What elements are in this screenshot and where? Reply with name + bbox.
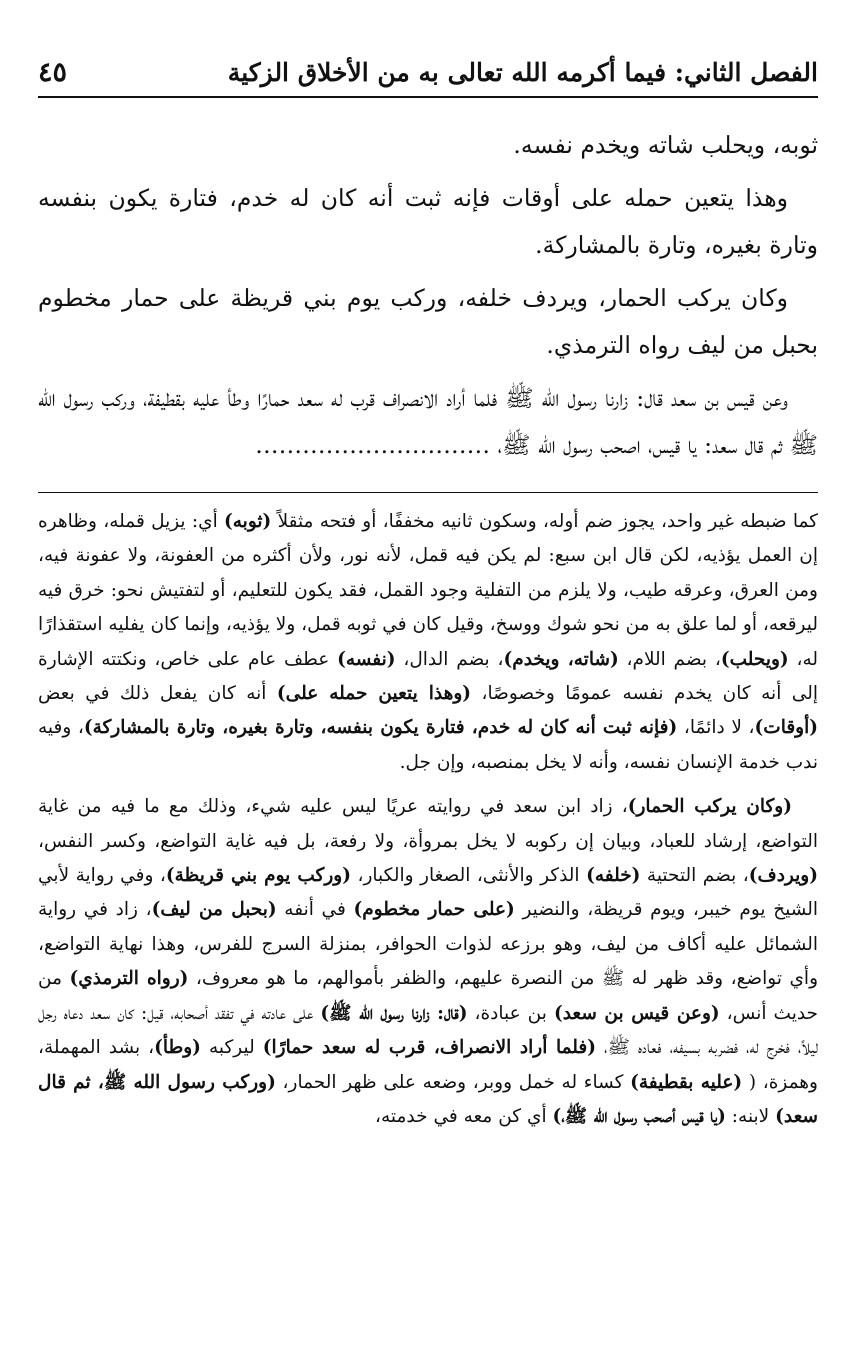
footnote-rule: [38, 492, 818, 493]
commentary-text: بن عبادة،: [467, 1002, 554, 1024]
quoted-phrase: (وكان يركب الحمار): [627, 796, 792, 818]
main-paragraph: وكان يركب الحمار، ويردف خلفه، وركب يوم بني قريظة على حمار مخطوم بحبل من ليف رواه الترمذي.: [38, 284, 818, 359]
quoted-phrase: (وطأ): [154, 1037, 201, 1059]
quoted-phrase: (وهذا يتعين حمله على): [276, 683, 472, 705]
main-paragraph: وهذا يتعين حمله على أوقات فإنه ثبت أنه كان له خدم، فتارة يكون بنفسه وتارة بغيره، وتارة بالمشاركة.: [38, 184, 818, 259]
chapter-title: الفصل الثاني: فيما أكرمه الله تعالى به من الأخلاق الزكية: [227, 57, 818, 87]
main-paragraph: [38, 375, 818, 469]
quoted-phrase: (ويحلب): [720, 648, 789, 670]
commentary-text: الذكر والأنثى، الصغار والكبار،: [350, 865, 587, 887]
quoted-phrase: (شاته، ويخدم): [503, 648, 619, 670]
commentary-paragraph: [38, 505, 818, 780]
quoted-phrase: (فإنه ثبت أنه كان له خدم، فتارة يكون بنفسه، وتارة بغيره، وتارة بالمشاركة): [83, 717, 678, 739]
quoted-phrase: (ثوبه): [224, 511, 272, 532]
commentary-text: أنه كان يفعل ذلك في بعض: [38, 683, 277, 705]
quoted-phrase: (نفسه): [337, 648, 396, 670]
commentary-text: عطف عام على خاص، ونكتته الإشارة إلى أنه كان يخدم نفسه عمومًا وخصوصًا،: [38, 648, 818, 705]
commentary: [38, 505, 818, 1134]
commentary-text: أي: يزيل قمله، وظاهره إن العمل يؤذيه، لكن قال ابن سبع: لم يكن فيه قمل، لأنه نور، ولأن أكثره من العفونة، ولا عفونة فيه، ومن العرق، وعرقه طيب، ولا يلزم من التفلية وجود القمل، فقد يكون للتعليم، أو لتفتيش نحو: خرق فيه ليرقعه، أو لما علق به من نحو شوك ووسخ، وقيل كان في ثوبه قمل، ولا يؤذيه، وإنما كان يفليه استقذارًا له،: [38, 511, 818, 670]
quoted-phrase: (قال: زارنا رسول الله ﷺ): [320, 1002, 468, 1024]
commentary-text: ، بضم الدال،: [395, 648, 504, 670]
quoted-phrase: (عليه بقطيفة): [630, 1071, 743, 1093]
commentary-text: كساء له خمل ووبر، وضعه على ظهر الحمار،: [275, 1071, 631, 1093]
commentary-text: ، بشد المهملة، وهمزة، (: [38, 1037, 818, 1093]
commentary-text: ، لا دائمًا،: [677, 717, 755, 739]
quoted-phrase: (على حمار مخطوم): [353, 899, 515, 921]
quoted-phrase: (بحبل من ليف): [151, 899, 277, 921]
commentary-text: ، زاد في رواية الشمائل عليه أكاف من ليف، وهو برزعه لذوات الحوافر، بمنزلة السرج للفرس، وهذا نهاية التواضع، وأي تواضع، وقد ظهر له ﷺ من النصرة عليهم، والظفر بأموالهم، ما هو معروف،: [38, 899, 819, 990]
commentary-text: على عادته في تفقد أصحابه، قيل: كان سعد دعاه رجل ليلاً، فخرج له، فضربه بسيفه، فعاده ﷺ،: [38, 1002, 819, 1059]
main-paragraph-text: وعن قيس بن سعد قال: زارنا رسول الله ﷺ فلما أراد الانصراف قرب له سعد حمارًا وطأ عليه بقطيفة، وركب رسول الله ﷺ ثم قال سعد: يا قيس، اصحب رسول الله ﷺ،: [38, 384, 818, 459]
commentary-text: ، زاد ابن سعد في روايته عريًا ليس عليه شيء، وذلك مع ما فيه من غاية التواضع، إرشاد للعباد، وبيان إن ركوبه لا يخل بمروأة، ولا رفعة، بل فيه غاية التواضع، وكسر النفس،: [38, 796, 818, 852]
main-paragraph: ثوبه، ويحلب شاته ويخدم نفسه.: [513, 131, 818, 159]
commentary-text: من حديث أنس،: [38, 968, 818, 1024]
ellipsis: …………………………: [255, 431, 491, 459]
main-text: [38, 122, 818, 475]
quoted-phrase: (فلما أراد الانصراف، قرب له سعد حمارًا): [262, 1037, 597, 1059]
quoted-phrase: (رواه الترمذي): [69, 968, 189, 990]
quoted-phrase: (خلفه): [586, 865, 641, 887]
commentary-text: أي كن معه في خدمته،: [375, 1105, 553, 1127]
quoted-phrase: (يا قيس أصحب رسول الله ﷺ،): [552, 1105, 726, 1127]
commentary-text: ، وفيه ندب خدمة الإنسان نفسه، وأنه لا يخل بمنصبه، وإن جل.: [38, 717, 818, 773]
commentary-text: ، بضم التحتية: [640, 865, 749, 887]
page-number: ٤٥: [38, 56, 68, 88]
quoted-phrase: (وعن قيس بن سعد): [553, 1002, 720, 1024]
commentary-text: ، بضم اللام،: [618, 648, 721, 670]
commentary-text: ليركبه: [200, 1037, 263, 1059]
header-rule: [38, 96, 818, 98]
commentary-text: كما ضبطه غير واحد، يجوز ضم أوله، وسكون ثانيه مخففًا، أو فتحه مثقلاً: [271, 511, 818, 532]
commentary-paragraph: [38, 790, 818, 1134]
quoted-phrase: (وركب رسول الله ﷺ، ثم قال سعد): [38, 1071, 818, 1127]
commentary-text: لابنه:: [725, 1105, 776, 1127]
quoted-phrase: (أوقات): [754, 717, 819, 739]
quoted-phrase: (ويردف): [748, 865, 818, 887]
quoted-phrase: (وركب يوم بني قريظة): [165, 865, 351, 887]
commentary-text: ، وفي رواية لأبي الشيخ يوم خيبر، ويوم قريظة، والنضير: [38, 865, 819, 921]
commentary-text: في أنفه: [276, 899, 354, 921]
running-header: [38, 52, 818, 92]
